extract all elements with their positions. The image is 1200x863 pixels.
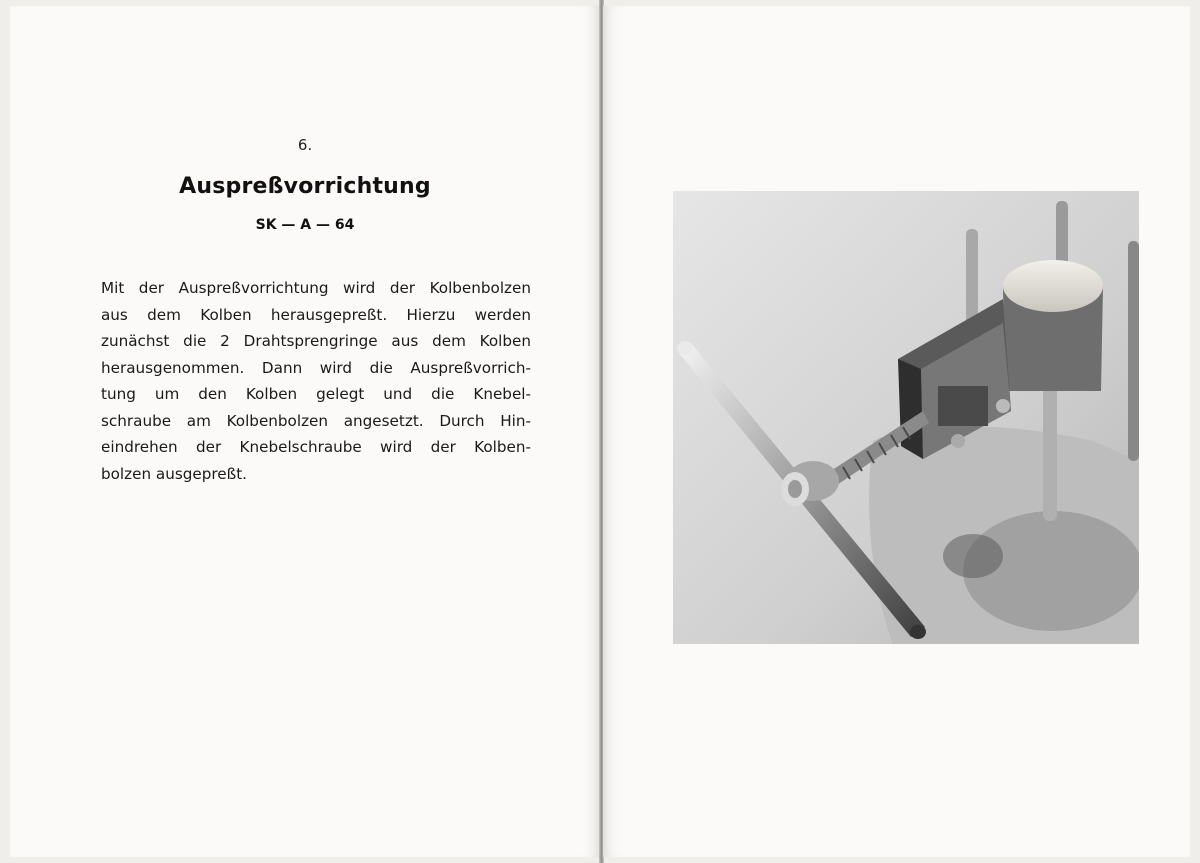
body-line: bolzen ausgepreßt. <box>101 464 247 483</box>
section-title: Auspreßvorrichtung <box>179 174 431 199</box>
tool-code: SK — A — 64 <box>255 217 355 233</box>
body-line: aus dem Kolben herausgepreßt. Hierzu werden <box>101 305 531 324</box>
section-number: 6. <box>297 136 313 154</box>
tool-photo <box>673 191 1139 644</box>
body-line: tung um den Kolben gelegt und die Knebel- <box>101 385 531 403</box>
body-line: schraube am Kolbenbolzen angesetzt. Durch Hin- <box>101 411 531 430</box>
body-line: zunächst die 2 Drahtsprengringe aus dem Kolben <box>101 332 531 350</box>
left-page <box>10 6 601 857</box>
body-line: herausgenommen. Dann wird die Auspreßvorrich- <box>101 358 531 377</box>
right-page <box>603 6 1190 857</box>
extractor-tool-illustration <box>673 191 1139 644</box>
body-line: eindrehen der Knebelschraube wird der Kolben- <box>101 438 531 456</box>
body-line: Mit der Auspreßvorrichtung wird der Kolbenbolzen <box>101 279 531 297</box>
body-paragraph <box>101 275 531 487</box>
